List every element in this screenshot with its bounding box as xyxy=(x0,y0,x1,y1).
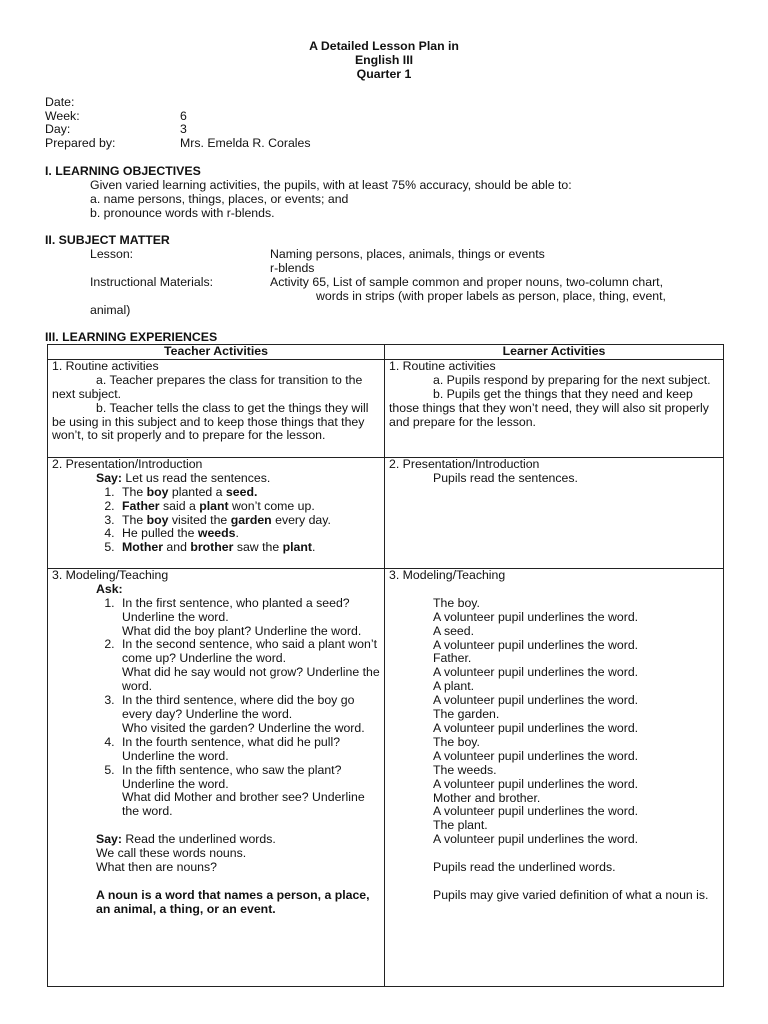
say-label: Say: xyxy=(96,470,122,485)
question-text: 4. In the fourth sentence, what did he pull? Underline the word. xyxy=(122,734,341,763)
objective-a: a. name persons, things, places, or events; and xyxy=(90,192,349,206)
s3-part: visited the xyxy=(168,512,231,527)
teacher-activities-header: Teacher Activities xyxy=(48,345,385,360)
learner-answer-line: A volunteer pupil underlines the word. xyxy=(433,693,639,708)
s4-part: He pulled the xyxy=(122,526,198,541)
learner-answer-line: The boy. xyxy=(433,595,480,610)
learner-routine-title: 1. Routine activities xyxy=(389,358,496,373)
say2-text: Read the underlined words. xyxy=(121,832,276,847)
question-text: 3. In the third sentence, where did the boy go every day? Underline the word. xyxy=(122,693,355,721)
day-label: Day: xyxy=(45,122,71,136)
list-item xyxy=(118,764,380,820)
learner-define-text: Pupils may give varied definition of what a noun is. xyxy=(433,888,709,903)
s5-noun: Mother xyxy=(122,540,163,555)
noun-definition: A noun is a word that names a person, a place, an animal, a thing, or an event. xyxy=(96,887,370,916)
learner-answer-line: The weeds. xyxy=(433,762,497,777)
s4-part: . xyxy=(235,526,239,541)
s5-part: saw the xyxy=(233,540,283,555)
s2-noun: Father xyxy=(122,498,160,513)
s5-part: and xyxy=(163,540,191,555)
learner-answer-line: A volunteer pupil underlines the word. xyxy=(433,804,639,819)
learner-presentation-title: 2. Presentation/Introduction xyxy=(389,456,540,471)
s2-part: won’t come up. xyxy=(228,498,315,513)
learner-answer-line: The garden. xyxy=(433,707,500,722)
s5-noun: plant xyxy=(282,540,312,555)
question-text: 2. In the second sentence, who said a plant won’t come up? Underline the word. xyxy=(122,637,377,666)
learner-answer-line: Mother and brother. xyxy=(433,790,541,805)
materials-label: Instructional Materials: xyxy=(90,275,214,289)
s2-noun: plant xyxy=(199,498,229,513)
date-label: Date: xyxy=(45,95,75,109)
s2-part: said a xyxy=(159,498,200,513)
materials-value-1: Activity 65, List of sample common and proper nouns, two-column chart, xyxy=(270,275,663,289)
learner-presentation-cell xyxy=(385,457,724,568)
s3-noun: boy xyxy=(146,512,169,527)
question-text: What did Mother and brother see? Underline the word. xyxy=(122,790,365,819)
learner-modeling-cell xyxy=(385,568,724,986)
learner-answers xyxy=(389,597,719,847)
learner-answer-line: A volunteer pupil underlines the word. xyxy=(433,637,639,652)
list-item xyxy=(118,527,380,541)
learner-activities-header: Learner Activities xyxy=(385,345,724,360)
list-item xyxy=(118,500,380,514)
list-item xyxy=(118,597,380,639)
list-item xyxy=(118,638,380,694)
s3-part: every day. xyxy=(271,512,331,527)
learner-answer-line: Father. xyxy=(433,651,472,666)
learner-routine-a-text: a. Pupils respond by preparing for the next subject. xyxy=(433,372,711,387)
learner-presentation-text: Pupils read the sentences. xyxy=(433,470,578,485)
s5-part: . xyxy=(312,540,316,555)
question-text: What did the boy plant? Underline the word. xyxy=(122,623,362,638)
question-text: 5. In the fifth sentence, who saw the plant? Underline the word. xyxy=(122,762,342,791)
learner-routine-a xyxy=(389,374,719,388)
table-row xyxy=(48,457,724,568)
teacher-routine-cell xyxy=(48,359,385,457)
say2-label: Say: xyxy=(96,832,122,847)
prepared-value: Mrs. Emelda R. Corales xyxy=(180,136,311,150)
list-item xyxy=(118,486,380,500)
learner-answer-line: A volunteer pupil underlines the word. xyxy=(433,748,639,763)
materials-value-2: words in strips (with proper labels as person, place, thing, event, xyxy=(316,289,666,303)
table-row xyxy=(48,359,724,457)
learner-answer-line: The boy. xyxy=(433,734,480,749)
learner-answer-line: A volunteer pupil underlines the word. xyxy=(433,609,639,624)
learner-answer-line: A volunteer pupil underlines the word. xyxy=(433,720,639,735)
table-row xyxy=(48,568,724,986)
ask-label: Ask: xyxy=(96,581,123,596)
list-item xyxy=(118,694,380,736)
week-label: Week: xyxy=(45,109,80,123)
learner-routine-b-text: b. Pupils get the things that they need and keep those things that they won’t need, they will also sit properly and prepare for the lesson. xyxy=(389,386,709,429)
learner-routine-b xyxy=(389,388,719,430)
question-text: What did he say would not grow? Underline the word. xyxy=(122,665,380,694)
objectives-intro: Given varied learning activities, the pupils, with at least 75% accuracy, should be able to: xyxy=(90,178,572,192)
call-nouns-text: We call these words nouns. xyxy=(96,846,247,861)
question-text: 1. In the first sentence, who planted a seed? Underline the word. xyxy=(122,595,350,624)
day-value: 3 xyxy=(180,122,187,136)
teacher-routine-a xyxy=(52,374,380,402)
lesson-value-2: r-blends xyxy=(270,261,315,275)
s5-noun: brother xyxy=(190,540,234,555)
list-item xyxy=(118,541,380,555)
learner-read-text: Pupils read the underlined words. xyxy=(433,860,616,875)
s1-noun: seed. xyxy=(225,484,258,499)
list-item xyxy=(118,514,380,528)
teacher-presentation-cell xyxy=(48,457,385,568)
prepared-label: Prepared by: xyxy=(45,136,116,150)
teacher-modeling-title: 3. Modeling/Teaching xyxy=(52,567,169,582)
learner-answer-line: A volunteer pupil underlines the word. xyxy=(433,665,639,680)
materials-value-3: animal) xyxy=(90,303,131,317)
learner-answer-line: A seed. xyxy=(433,623,475,638)
teacher-routine-a-text: a. Teacher prepares the class for transition to the next subject. xyxy=(52,372,363,401)
s1-noun: boy xyxy=(146,484,169,499)
subject-heading: II. SUBJECT MATTER xyxy=(45,233,170,247)
lesson-label: Lesson: xyxy=(90,247,134,261)
objective-b: b. pronounce words with r-blends. xyxy=(90,206,275,220)
objectives-heading: I. LEARNING OBJECTIVES xyxy=(45,164,201,178)
teacher-presentation-title: 2. Presentation/Introduction xyxy=(52,456,203,471)
learner-modeling-title: 3. Modeling/Teaching xyxy=(389,567,506,582)
what-nouns-text: What then are nouns? xyxy=(96,860,217,875)
s1-part: The xyxy=(122,484,147,499)
s3-noun: garden xyxy=(230,512,272,527)
doc-title-line3: Quarter 1 xyxy=(356,67,412,81)
learner-answer-line: A plant. xyxy=(433,679,475,694)
doc-title-line2: English III xyxy=(354,53,414,67)
say2-line xyxy=(52,833,380,847)
teacher-routine-title: 1. Routine activities xyxy=(52,358,159,373)
week-value: 6 xyxy=(180,109,187,123)
s3-part: The xyxy=(122,512,147,527)
experiences-heading: III. LEARNING EXPERIENCES xyxy=(45,330,218,344)
learner-answer-line: A volunteer pupil underlines the word. xyxy=(433,776,639,791)
teacher-routine-b xyxy=(52,402,380,444)
lesson-value-1: Naming persons, places, animals, things or events xyxy=(270,247,545,261)
learner-routine-cell xyxy=(385,359,724,457)
table-header-row xyxy=(48,345,724,360)
learner-answer-line: A volunteer pupil underlines the word. xyxy=(433,832,639,847)
learner-answer-line: The plant. xyxy=(433,818,488,833)
activities-table xyxy=(47,344,724,987)
sentence-list xyxy=(52,486,380,556)
doc-title-line1: A Detailed Lesson Plan in xyxy=(309,39,459,53)
list-item xyxy=(118,736,380,764)
teacher-modeling-cell xyxy=(48,568,385,986)
say-text: Let us read the sentences. xyxy=(121,470,271,485)
s4-noun: weeds xyxy=(197,526,236,541)
teacher-routine-b-text: b. Teacher tells the class to get the things they will be using in this subject and to keep those things that they won’t, to sit properly and to prepare for the lesson. xyxy=(52,400,369,443)
say-line xyxy=(52,472,380,486)
question-list xyxy=(52,597,380,820)
question-text: Who visited the garden? Underline the word. xyxy=(122,720,365,735)
s1-part: planted a xyxy=(168,484,226,499)
